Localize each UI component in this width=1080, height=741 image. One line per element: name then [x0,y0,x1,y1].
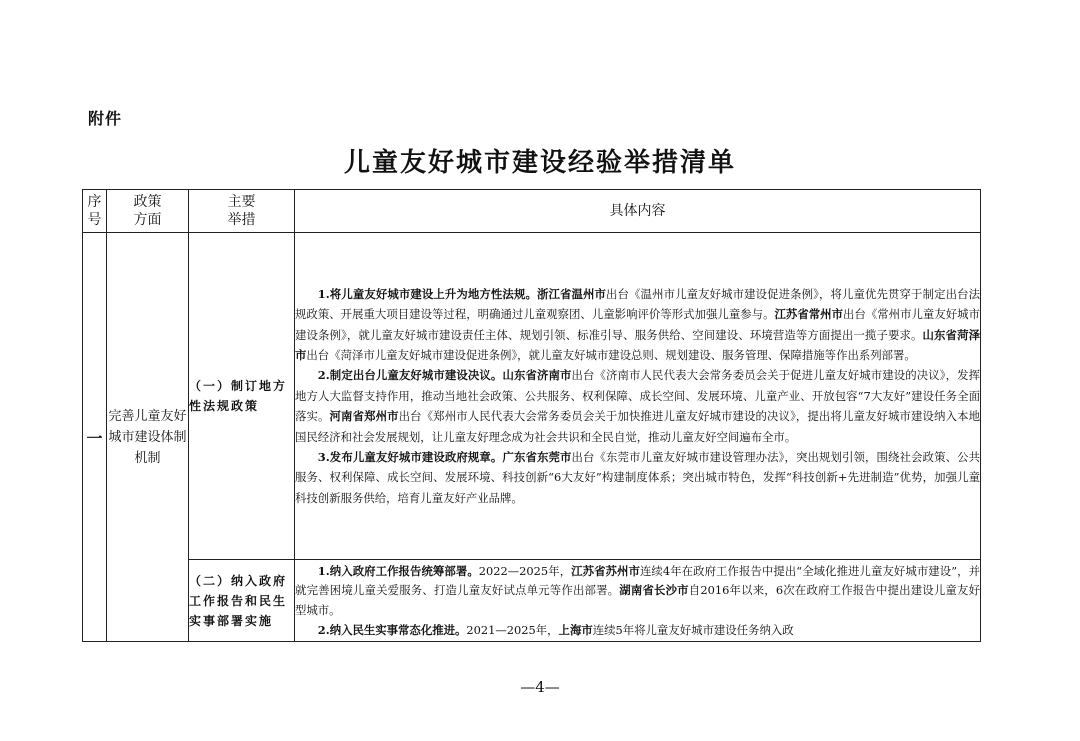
item-text: 自2016年以来，6次在政府工作报告中提出建设儿童友好型城市。 [295,583,980,617]
header-measure-line2: 举措 [227,212,256,228]
item-text: 2021—2025年， [466,622,559,637]
header-area-line2: 方面 [133,212,162,228]
measure-1-items [295,284,980,508]
city-name: 浙江省温州市 [536,286,607,301]
city-name: 江苏省苏州市 [571,563,640,578]
city-name: 山东省菏泽市 [295,327,980,362]
city-name: 江苏省常州市 [774,307,843,322]
content-item [295,365,980,447]
content-cell-2 [295,560,981,642]
city-name: 河南省郑州市 [329,409,399,424]
content-item [295,447,980,508]
item-text: 连续4年在政府工作报告中提出“全域化推进儿童友好城市建设”，并就完善困境儿童关爱服务、打造儿童友好试点单元等作出部署。 [295,563,980,598]
table-row [83,560,981,642]
header-number-line2: 号 [87,212,102,228]
item-text: 2022—2025年， [478,563,572,578]
measure-2-items [295,562,980,640]
measure-cell-1: （一）制订地方性法规政策 [189,233,295,560]
measures-table [82,189,981,642]
city-name: 上海市 [558,622,593,637]
header-area-line1: 政策 [133,194,162,210]
item-heading: 1.纳入政府工作报告统筹部署。 [317,563,479,578]
city-name: 山东省济南市 [502,368,572,383]
content-item [295,562,980,621]
item-text: 出台《温州市儿童友好城市建设促进条例》，将儿童优先贯穿于制定出台法规政策、开展重大项目建设等过程，明确通过儿童观察团、儿童影响评价等形式加强儿童参与。 [295,286,980,322]
document-title: 儿童友好城市建设经验举措清单 [343,148,736,178]
item-text: 出台《常州市儿童友好城市建设条例》，就儿童友好城市建设责任主体、规划引领、标准引导、服务供给、空间建设、环境营造等方面提出一揽子要求。 [295,307,980,342]
header-number [83,190,107,233]
measure-cell-2: （二）纳入政府工作报告和民生实事部署实施 [189,560,295,642]
item-text: 出台《菏泽市儿童友好城市建设促进条例》，就儿童友好城市建设总则、规划建设、服务管理、保障措施等作出系列部署。 [306,347,916,362]
section-number: 一 [83,233,107,642]
header-main-measure [189,190,295,233]
page-number: —4— [520,678,560,696]
item-text: 出台《东莞市儿童友好城市建设管理办法》，突出规划引领，围绕社会政策、公共服务、权利保障、成长空间、发展环境、科技创新“6大友好”构建制度体系；突出城市特色，发挥“科技创新+先进制造”优势，加强儿童科技创新服务供给，培育儿童友好产业品牌。 [295,450,980,505]
item-text: 出台《济南市人民代表大会常务委员会关于促进儿童友好城市建设的决议》，发挥地方人大监督支持作用，推动当地社会政策、公共服务、权利保障、成长空间、发展环境、儿童产业、开放包容“7大友好”建设任务全面落实。 [295,368,980,424]
header-number-line1: 序 [87,194,102,210]
city-name: 湖南省长沙市 [619,583,689,598]
table-header-row [83,190,981,233]
header-policy-area [107,190,189,233]
content-item [295,284,980,366]
annex-label: 附件 [88,109,123,128]
item-heading: 2.制定出台儿童友好城市建设决议。 [317,368,503,383]
item-heading: 2.纳入民生实事常态化推进。 [317,622,467,637]
policy-area-cell: 完善儿童友好城市建设体制机制 [107,233,189,642]
city-name: 广东省东莞市 [502,450,572,465]
item-text: 连续5年将儿童友好城市建设任务纳入政 [592,622,794,637]
item-heading: 1.将儿童友好城市建设上升为地方性法规。 [317,286,537,301]
content-cell-1 [295,233,981,560]
header-measure-line1: 主要 [227,194,256,210]
item-heading: 3.发布儿童友好城市建设政府规章。 [317,450,503,465]
item-text: 出台《郑州市人民代表大会常务委员会关于加快推进儿童友好城市建设的决议》，提出将儿童友好城市建设纳入本地国民经济和社会发展规划，让儿童友好理念成为社会共识和全民自觉，推动儿童友好空间遍布全市。 [295,409,980,444]
header-content: 具体内容 [295,190,981,233]
content-item [295,621,980,641]
table-row [83,233,981,560]
